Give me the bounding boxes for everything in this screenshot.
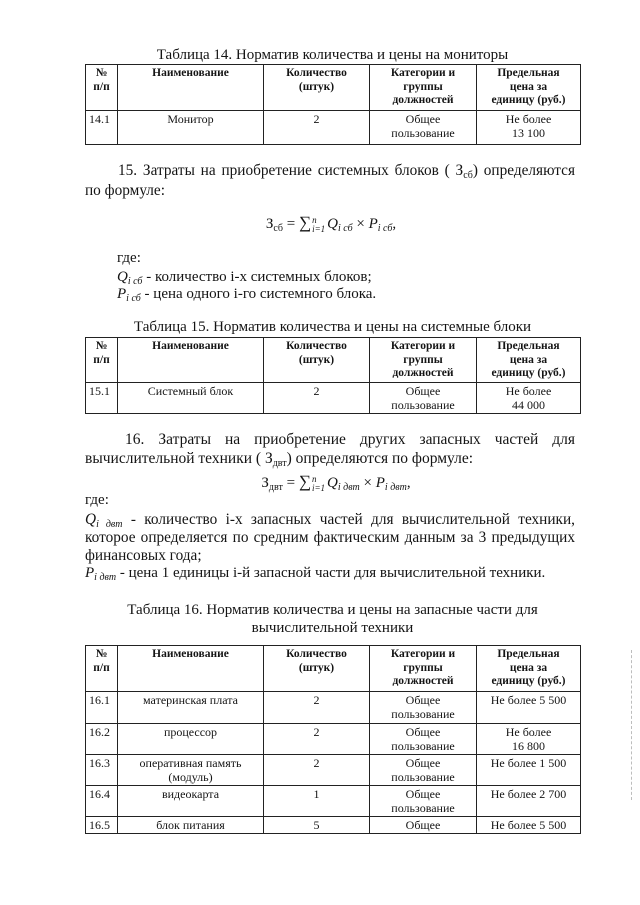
table-header-row — [86, 338, 581, 383]
formula-p-subscript: i сб — [377, 223, 393, 234]
table-row — [86, 111, 581, 145]
row-name: Монитор — [118, 111, 264, 145]
definition-symbol-subscript: i сб — [127, 276, 143, 287]
definition-text: - цена 1 единицы i-й запасной части для вычислительной техники. — [116, 565, 546, 581]
definition-symbol: Q — [117, 269, 128, 285]
header-quantity: Количество (штук) — [264, 65, 370, 111]
section-16-symbol-subscript: двт — [272, 458, 287, 469]
section-16-paragraph — [85, 430, 575, 468]
row-number: 16.3 — [86, 755, 118, 786]
row-name: Системный блок — [118, 383, 264, 414]
section-16-where: где: — [85, 492, 109, 508]
table-14 — [85, 64, 581, 145]
formula-16 — [85, 471, 577, 494]
row-price: Не более 1 500 — [477, 755, 581, 786]
table-row — [86, 817, 581, 834]
row-number: 16.1 — [86, 692, 118, 724]
row-number: 14.1 — [86, 111, 118, 145]
sum-limits — [312, 475, 325, 493]
row-category: Общее пользование — [370, 724, 477, 755]
formula-q: Q — [327, 216, 339, 232]
row-category: Общее пользование — [370, 692, 477, 724]
definition-text: - цена одного i-го системного блока. — [140, 286, 377, 302]
formula-15 — [85, 212, 577, 235]
table-row — [86, 755, 581, 786]
section-15-text-start: 15. Затраты на приобретение системных блоков ( — [118, 162, 456, 179]
formula-q-subscript: i двт — [337, 482, 360, 493]
section-15-symbol-subscript: сб — [463, 170, 473, 181]
header-category: Категории и группы должностей — [370, 338, 477, 383]
row-price: Не более 44 000 — [477, 383, 581, 414]
table-14-title: Таблица 14. Норматив количества и цены на мониторы — [156, 47, 509, 63]
table-15-title: Таблица 15. Норматив количества и цены на системные блоки — [133, 319, 532, 335]
sum-upper-limit: n — [311, 473, 317, 484]
header-number: № п/п — [86, 65, 118, 111]
row-category: Общее пользование — [370, 786, 477, 817]
section-16-text-start: 16. Затраты на приобретение других запасных частей для вычислительной техники ( — [85, 431, 575, 467]
row-quantity: 1 — [264, 786, 370, 817]
sum-limits — [312, 216, 325, 234]
header-quantity: Количество (штук) — [264, 338, 370, 383]
row-quantity: 2 — [264, 383, 370, 414]
definition-symbol-subscript: i сб — [126, 293, 141, 304]
sum-symbol: ∑ — [298, 213, 312, 232]
section-15-where: где: — [117, 250, 141, 266]
definition-q — [117, 268, 372, 286]
formula-p: P — [375, 475, 385, 491]
formula-lhs: З — [261, 475, 269, 491]
header-price: Предельная цена за единицу (руб.) — [477, 65, 581, 111]
row-quantity: 2 — [264, 755, 370, 786]
formula-times: × — [363, 475, 372, 491]
formula-times: × — [356, 216, 365, 232]
section-15-text-end: ) определяются по формуле: — [85, 162, 575, 199]
formula-equals: = — [286, 216, 296, 232]
table-row — [86, 383, 581, 414]
row-price: Не более 13 100 — [477, 111, 581, 145]
definition-symbol-subscript: i двт — [96, 519, 123, 530]
definition-symbol-subscript: i двт — [94, 572, 117, 583]
sum-symbol: ∑ — [298, 472, 311, 491]
formula-q: Q — [327, 475, 338, 491]
row-name: оперативная память (модуль) — [118, 755, 264, 786]
table-header-row — [86, 646, 581, 692]
row-number: 16.5 — [86, 817, 118, 834]
scan-edge-line — [631, 650, 632, 800]
formula-q-subscript: i сб — [338, 223, 353, 234]
row-number: 16.2 — [86, 724, 118, 755]
row-category: Общее — [370, 817, 477, 834]
header-number: № п/п — [86, 646, 118, 692]
row-quantity: 2 — [264, 692, 370, 724]
row-name: материнская плата — [118, 692, 264, 724]
sum-upper-limit: n — [312, 214, 317, 225]
row-quantity: 2 — [264, 724, 370, 755]
row-price: Не более 16 800 — [477, 724, 581, 755]
sum-lower-limit: i=1 — [311, 482, 326, 493]
row-name: видеокарта — [118, 786, 264, 817]
row-name: процессор — [118, 724, 264, 755]
sum-lower-limit: i=1 — [312, 223, 326, 234]
definition-p — [85, 564, 545, 582]
header-price: Предельная цена за единицу (руб.) — [477, 646, 581, 692]
definition-p — [117, 285, 376, 303]
table-15 — [85, 337, 581, 414]
table-16-title: Таблица 16. Норматив количества и цены на запасные части для вычислительной техники — [127, 602, 538, 636]
row-price: Не более 5 500 — [477, 692, 581, 724]
definition-text: - количество i-х системных блоков; — [142, 269, 372, 285]
row-price: Не более 5 500 — [477, 817, 581, 834]
formula-lhs: З — [265, 216, 274, 232]
definition-symbol: Q — [85, 511, 97, 528]
row-quantity: 2 — [264, 111, 370, 145]
formula-end: , — [406, 475, 411, 491]
row-price: Не более 2 700 — [477, 786, 581, 817]
formula-p: P — [368, 216, 378, 232]
table-row — [86, 786, 581, 817]
row-category: Общее пользование — [370, 755, 477, 786]
row-quantity: 5 — [264, 817, 370, 834]
formula-end: , — [392, 216, 397, 232]
definition-symbol: P — [117, 286, 127, 302]
formula-equals: = — [286, 475, 296, 491]
header-category: Категории и группы должностей — [370, 65, 477, 111]
formula-lhs-subscript: сб — [273, 223, 283, 234]
section-15-paragraph — [85, 161, 575, 200]
table-header-row — [86, 65, 581, 111]
formula-p-subscript: i двт — [384, 482, 407, 493]
definition-symbol: P — [85, 565, 95, 581]
header-number: № п/п — [86, 338, 118, 383]
row-category: Общее пользование — [370, 111, 477, 145]
header-category: Категории и группы должностей — [370, 646, 477, 692]
table-16 — [85, 645, 581, 834]
header-name: Наименование — [118, 646, 264, 692]
row-name: блок питания — [118, 817, 264, 834]
header-quantity: Количество (штук) — [264, 646, 370, 692]
header-price: Предельная цена за единицу (руб.) — [477, 338, 581, 383]
row-number: 15.1 — [86, 383, 118, 414]
definition-q — [85, 511, 575, 565]
row-category: Общее пользование — [370, 383, 477, 414]
section-16-text-end: ) определяются по формуле: — [286, 450, 474, 467]
definition-text: - количество i-х запасных частей для вычислительной техники, которое определяется по средним фактическим данным за 3 предыдущих финансовых года; — [85, 511, 575, 564]
section-16-symbol: З — [264, 450, 273, 467]
row-number: 16.4 — [86, 786, 118, 817]
section-15-symbol: З — [455, 162, 464, 179]
table-row — [86, 724, 581, 755]
table-row — [86, 692, 581, 724]
formula-lhs-subscript: двт — [268, 482, 283, 493]
header-name: Наименование — [118, 65, 264, 111]
header-name: Наименование — [118, 338, 264, 383]
